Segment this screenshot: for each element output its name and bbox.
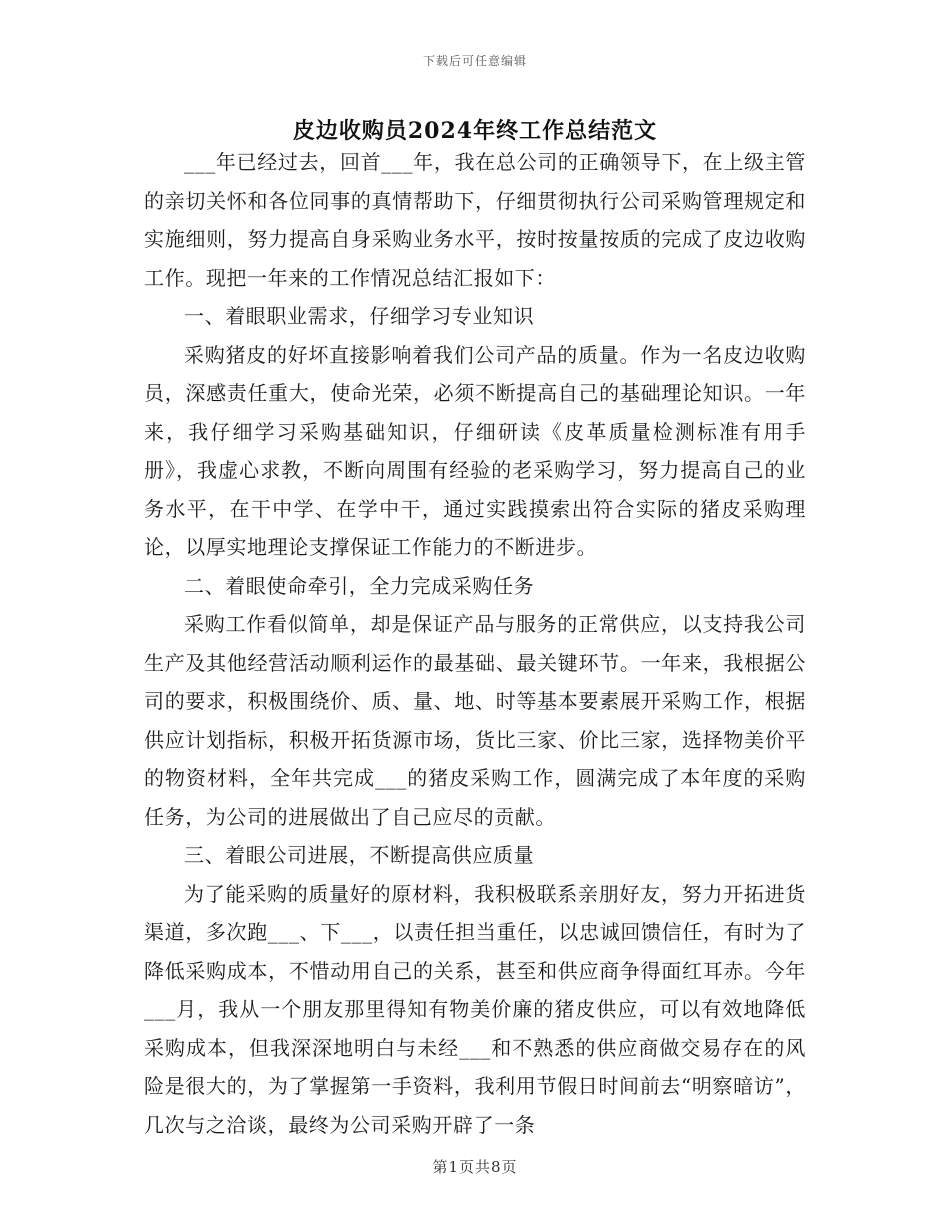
document-title: 皮边收购员2024年终工作总结范文 (292, 118, 658, 144)
paragraph-section-3: 为了能采购的质量好的原材料，我积极联系亲朋好友，努力开拓进货渠道，多次跑___、下___，以责任担当重任，以忠诚回馈信任，有时为了降低采购成本，不惜动用自己的关系，甚至和供应商争得面红耳赤。今年___月，我从一个朋友那里得知有物美价廉的猪皮供应，可以有效地降低采购成本，但我深深地明白与未经___和不熟悉的供应商做交易存在的风险是很大的，为了掌握第一手资料，我利用节假日时间前去“明察暗访”，几次与之洽谈，最终为公司采购开辟了一条 (144, 881, 806, 1137)
section-heading-1: 一、着眼职业需求，仔细学习专业知识 (184, 304, 535, 328)
page-number: 第1页共8页 (432, 1158, 518, 1176)
paragraph-section-1: 采购猪皮的好坏直接影响着我们公司产品的质量。作为一名皮边收购员，深感责任重大，使命光荣，必须不断提高自己的基础理论知识。一年来，我仔细学习采购基础知识，仔细研读《皮革质量检测标准有用手册》，我虚心求教，不断向周围有经验的老采购学习，努力提高自己的业务水平，在干中学、在学中干，通过实践摸索出符合实际的猪皮采购理论，以厚实地理论支撑保证工作能力的不断进步。 (144, 342, 806, 559)
document-body (144, 143, 806, 1144)
section-heading-2: 二、着眼使命牵引，全力完成采购任务 (184, 573, 535, 598)
paragraph-intro: ___年已经过去，回首___年，我在总公司的正确领导下，在上级主管的亲切关怀和各位同事的真情帮助下，仔细贯彻执行公司采购管理规定和实施细则，努力提高自身采购业务水平，按时按量按质的完成了皮边收购工作。现把一年来的工作情况总结汇报如下： (144, 150, 806, 290)
page-header: 下载后可任意编辑 (422, 54, 527, 68)
section-heading-3: 三、着眼公司进展，不断提高供应质量 (184, 843, 535, 867)
paragraph-section-2: 采购工作看似简单，却是保证产品与服务的正常供应，以支持我公司生产及其他经营活动顺利运作的最基础、最关键环节。一年来，我根据公司的要求，积极围绕价、质、量、地、时等基本要素展开采购工作，根据供应计划指标，积极开拓货源市场，货比三家、价比三家，选择物美价平的物资材料，全年共完成___的猪皮采购工作，圆满完成了本年度的采购任务，为公司的进展做出了自己应尽的贡献。 (144, 612, 806, 829)
